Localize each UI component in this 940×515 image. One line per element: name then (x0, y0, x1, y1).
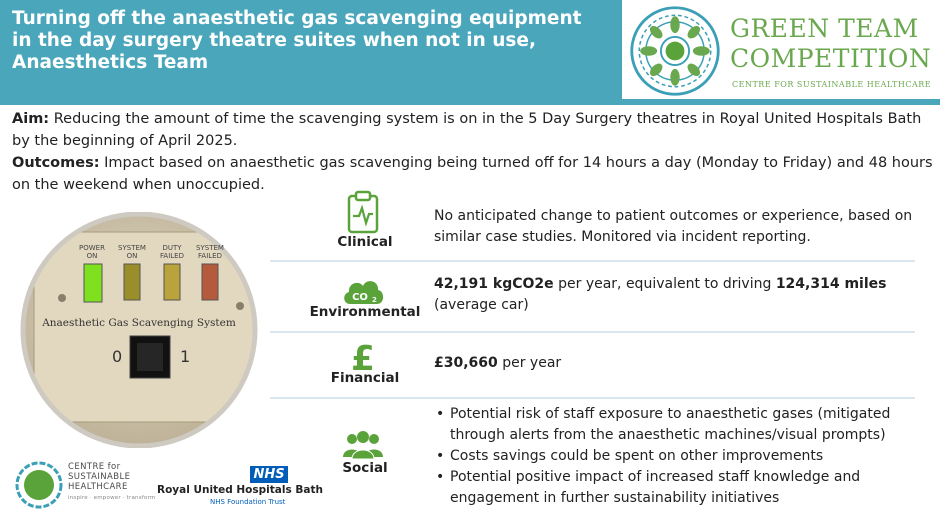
logo-text-competition: COMPETITION (730, 44, 932, 73)
aim-label: Aim: (12, 111, 50, 127)
green-team-logo (622, 0, 940, 102)
financial-label: Financial (330, 370, 400, 386)
logo-text-csh: CENTRE FOR SUSTAINABLE HEALTHCARE (732, 80, 932, 89)
financial-value: £30,660 (434, 355, 498, 371)
environmental-text-2: (average car) (434, 297, 529, 313)
intro-block (12, 108, 937, 196)
trust-name: NHS Foundation Trust (210, 498, 286, 506)
csh-line-3: HEALTHCARE (68, 482, 128, 492)
label-duty-failed: FAILED (160, 252, 184, 260)
clipboard-heartbeat-icon (340, 190, 386, 236)
title-line-3: Anaesthetics Team (12, 52, 209, 73)
co2-icon-text: CO (352, 292, 368, 303)
panel-title: Anaesthetic Gas Scavenging System (42, 317, 236, 329)
csh-tagline: inspire · empower · transform (68, 495, 156, 501)
clinical-label: Clinical (337, 234, 393, 250)
outcomes-text: Impact based on anaesthetic gas scavenging being turned off for 14 hours a day (Monday to Friday) and 48 hours on the weekend when unoccupied. (12, 155, 933, 193)
csh-line-2: SUSTAINABLE (68, 472, 131, 482)
social-label: Social (342, 460, 388, 476)
aim-paragraph (12, 108, 937, 152)
social-bullets (434, 404, 919, 509)
header-banner (0, 0, 622, 102)
switch-off-label: 0 (112, 347, 123, 366)
label-system-on: ON (126, 252, 138, 260)
csh-logo-icon (14, 460, 64, 510)
financial-row (300, 336, 915, 388)
hospital-name: Royal United Hospitals Bath (157, 484, 323, 496)
duty-failed-light (164, 264, 180, 300)
pound-glyph: £ (351, 339, 375, 379)
divider-1 (270, 260, 915, 262)
financial-text (434, 353, 919, 374)
scavenging-panel-photo (14, 212, 264, 448)
social-row (300, 403, 915, 511)
title-line-1: Turning off the anaesthetic gas scavenging equipment (12, 8, 582, 29)
co2-icon-sub: 2 (372, 296, 377, 304)
power-on-light (84, 264, 102, 302)
environmental-row (300, 264, 915, 330)
label-system: SYSTEM (118, 244, 146, 252)
aim-text: Reducing the amount of time the scavenging system is on in the 5 Day Surgery theatres in Royal United Hospitals Bath by the beginning of April 2025. (12, 111, 922, 149)
outcomes-label: Outcomes: (12, 155, 100, 171)
switch-on-label: 1 (180, 347, 191, 366)
csh-line-1: CENTRE for (68, 462, 121, 472)
environmental-text-1: per year, equivalent to driving (553, 276, 776, 292)
mandala-logo-icon (628, 4, 722, 98)
environmental-text (434, 274, 919, 316)
clinical-text: No anticipated change to patient outcomes or experience, based on similar case studies. Monitored via incident reporting. (434, 208, 913, 245)
social-bullet-3: • Potential positive impact of increased staff knowledge and engagement in further sustainability initiatives (434, 467, 919, 509)
title-line-2: in the day surgery theatre suites when not in use, (12, 30, 536, 51)
label-system2: SYSTEM (196, 244, 224, 252)
system-on-light (124, 264, 140, 300)
logo-text-green-team: GREEN TEAM (730, 14, 919, 43)
environmental-label: Environmental (309, 304, 421, 320)
header-accent-bar (0, 102, 940, 105)
label-power: POWER (79, 244, 105, 252)
clinical-row (300, 190, 915, 256)
miles-value: 124,314 miles (775, 276, 887, 292)
social-bullet-2: • Costs savings could be spent on other improvements (434, 446, 919, 467)
social-bullet-1: • Potential risk of staff exposure to anaesthetic gases (mitigated through alerts from the anaesthetic machines/visual prompts) (434, 404, 919, 446)
financial-text-suffix: per year (497, 355, 562, 371)
carbon-value: 42,191 kgCO2e (434, 276, 554, 292)
label-duty: DUTY (162, 244, 182, 252)
label-system-failed: FAILED (198, 252, 222, 260)
divider-2 (270, 331, 915, 333)
csh-text (68, 462, 155, 503)
divider-3 (270, 397, 915, 399)
nhs-logo: NHS (250, 466, 288, 483)
label-power-on: ON (86, 252, 98, 260)
system-failed-light (202, 264, 218, 300)
